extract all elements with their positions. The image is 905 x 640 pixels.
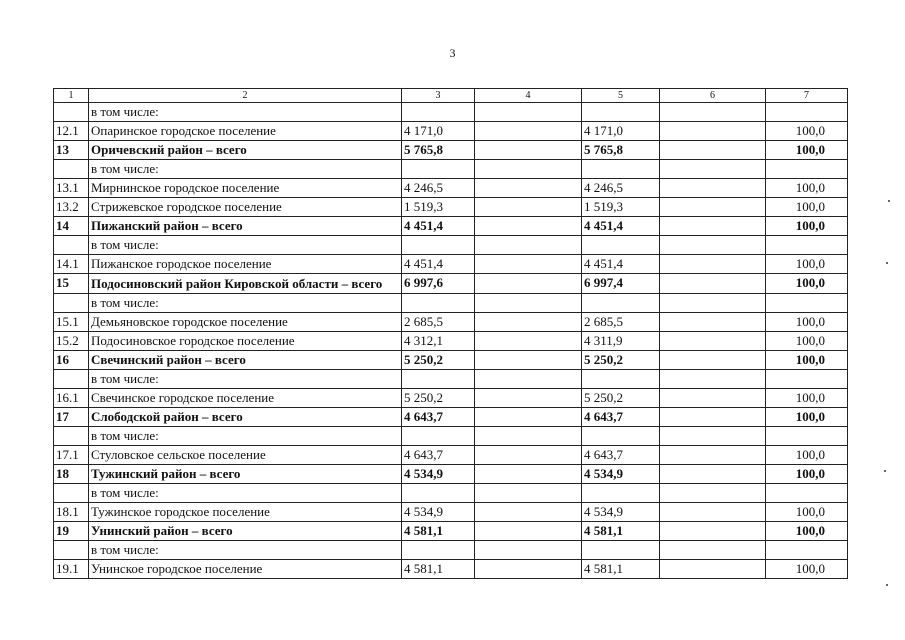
amount-col6-cell [660,255,766,274]
amount-col3-cell: 4 534,9 [402,465,475,484]
amount-col3-cell: 6 997,6 [402,274,475,294]
header-cell: 5 [582,89,660,103]
amount-col6-cell [660,313,766,332]
amount-col5-cell: 6 997,4 [582,274,660,294]
name-cell: в том числе: [89,294,402,313]
amount-col6-cell [660,332,766,351]
amount-col3-cell: 4 171,0 [402,122,475,141]
name-cell: в том числе: [89,236,402,255]
amount-col4-cell [475,389,582,408]
name-cell: Свечинский район – всего [89,351,402,370]
amount-col3-cell: 4 581,1 [402,560,475,579]
table-row [54,484,848,503]
amount-col5-cell [582,370,660,389]
scan-speck [884,470,886,472]
row-number-cell: 19.1 [54,560,89,579]
header-cell: 3 [402,89,475,103]
amount-col6-cell [660,541,766,560]
row-number-cell: 16 [54,351,89,370]
name-cell: Тужинский район – всего [89,465,402,484]
amount-col6-cell [660,484,766,503]
name-cell: Демьяновское городское поселение [89,313,402,332]
name-cell: в том числе: [89,427,402,446]
amount-col6-cell [660,141,766,160]
amount-col6-cell [660,370,766,389]
amount-col5-cell: 4 643,7 [582,408,660,427]
row-number-cell: 16.1 [54,389,89,408]
percent-cell [766,427,848,446]
percent-cell: 100,0 [766,313,848,332]
table-row [54,370,848,389]
amount-col6-cell [660,294,766,313]
amount-col3-cell: 4 643,7 [402,446,475,465]
table-row [54,351,848,370]
amount-col3-cell: 4 246,5 [402,179,475,198]
table-row [54,446,848,465]
percent-cell [766,103,848,122]
amount-col4-cell [475,522,582,541]
amount-col6-cell [660,446,766,465]
amount-col5-cell: 2 685,5 [582,313,660,332]
percent-cell [766,541,848,560]
header-cell: 6 [660,89,766,103]
row-number-cell [54,427,89,446]
name-cell: Опаринское городское поселение [89,122,402,141]
header-cell: 7 [766,89,848,103]
percent-cell: 100,0 [766,446,848,465]
amount-col6-cell [660,217,766,236]
amount-col4-cell [475,160,582,179]
amount-col4-cell [475,351,582,370]
amount-col5-cell: 4 581,1 [582,522,660,541]
table-row [54,389,848,408]
row-number-cell [54,484,89,503]
row-number-cell: 19 [54,522,89,541]
table-row [54,408,848,427]
amount-col5-cell: 4 581,1 [582,560,660,579]
amount-col3-cell [402,370,475,389]
table-row [54,198,848,217]
name-cell: в том числе: [89,103,402,122]
amount-col5-cell [582,236,660,255]
scan-speck [886,262,888,264]
amount-col5-cell [582,103,660,122]
percent-cell [766,484,848,503]
percent-cell: 100,0 [766,179,848,198]
amount-col3-cell [402,484,475,503]
percent-cell: 100,0 [766,141,848,160]
amount-col4-cell [475,274,582,294]
row-number-cell [54,294,89,313]
row-number-cell: 15.2 [54,332,89,351]
header-cell: 4 [475,89,582,103]
amount-col6-cell [660,522,766,541]
name-cell: Унинский район – всего [89,522,402,541]
amount-col5-cell [582,160,660,179]
amount-col6-cell [660,389,766,408]
amount-col6-cell [660,179,766,198]
amount-col3-cell: 5 250,2 [402,389,475,408]
amount-col3-cell: 4 643,7 [402,408,475,427]
header-cell: 1 [54,89,89,103]
name-cell: в том числе: [89,160,402,179]
page-number: 3 [449,46,456,60]
amount-col4-cell [475,255,582,274]
amount-col4-cell [475,217,582,236]
name-cell: Стрижевское городское поселение [89,198,402,217]
header-cell: 2 [89,89,402,103]
amount-col6-cell [660,351,766,370]
percent-cell: 100,0 [766,332,848,351]
amount-col3-cell: 2 685,5 [402,313,475,332]
row-number-cell: 15 [54,274,89,294]
amount-col3-cell [402,236,475,255]
name-cell: Унинское городское поселение [89,560,402,579]
row-number-cell [54,103,89,122]
amount-col6-cell [660,465,766,484]
amount-col5-cell [582,294,660,313]
table-row [54,122,848,141]
percent-cell [766,370,848,389]
table-row [54,465,848,484]
table-row [54,560,848,579]
amount-col4-cell [475,484,582,503]
name-cell: Тужинское городское поселение [89,503,402,522]
row-number-cell: 18.1 [54,503,89,522]
table-row [54,332,848,351]
table-row [54,427,848,446]
table-row [54,103,848,122]
amount-col3-cell [402,160,475,179]
percent-cell: 100,0 [766,465,848,484]
table-row [54,294,848,313]
amount-col5-cell: 5 250,2 [582,389,660,408]
table-row [54,541,848,560]
amount-col6-cell [660,236,766,255]
amount-col4-cell [475,446,582,465]
amount-col3-cell [402,427,475,446]
percent-cell: 100,0 [766,198,848,217]
table-header-row [54,89,848,103]
row-number-cell: 15.1 [54,313,89,332]
amount-col5-cell: 5 250,2 [582,351,660,370]
row-number-cell [54,236,89,255]
name-cell: Свечинское городское поселение [89,389,402,408]
amount-col5-cell: 4 246,5 [582,179,660,198]
percent-cell: 100,0 [766,122,848,141]
table-row [54,179,848,198]
row-number-cell: 17 [54,408,89,427]
table-row [54,255,848,274]
amount-col5-cell: 5 765,8 [582,141,660,160]
amount-col3-cell: 4 581,1 [402,522,475,541]
percent-cell: 100,0 [766,389,848,408]
amount-col6-cell [660,274,766,294]
name-cell: Подосиновское городское поселение [89,332,402,351]
row-number-cell: 18 [54,465,89,484]
amount-col5-cell [582,484,660,503]
amount-col3-cell [402,294,475,313]
name-cell: Мирнинское городское поселение [89,179,402,198]
amount-col6-cell [660,160,766,179]
amount-col6-cell [660,122,766,141]
amount-col4-cell [475,332,582,351]
amount-col3-cell: 5 250,2 [402,351,475,370]
amount-col6-cell [660,408,766,427]
table-row [54,503,848,522]
amount-col5-cell: 4 534,9 [582,465,660,484]
percent-cell: 100,0 [766,503,848,522]
amount-col6-cell [660,103,766,122]
name-cell: в том числе: [89,484,402,503]
amount-col4-cell [475,103,582,122]
amount-col4-cell [475,427,582,446]
amount-col3-cell: 1 519,3 [402,198,475,217]
amount-col3-cell [402,103,475,122]
amount-col5-cell: 1 519,3 [582,198,660,217]
budget-table [53,88,848,579]
percent-cell [766,294,848,313]
name-cell: Пижанский район – всего [89,217,402,236]
amount-col4-cell [475,370,582,389]
percent-cell: 100,0 [766,351,848,370]
row-number-cell: 14 [54,217,89,236]
table-row [54,217,848,236]
row-number-cell [54,370,89,389]
row-number-cell: 17.1 [54,446,89,465]
amount-col4-cell [475,294,582,313]
amount-col5-cell: 4 311,9 [582,332,660,351]
amount-col4-cell [475,198,582,217]
row-number-cell: 13.1 [54,179,89,198]
row-number-cell: 13.2 [54,198,89,217]
row-number-cell [54,541,89,560]
amount-col6-cell [660,427,766,446]
table-row [54,236,848,255]
table-row [54,522,848,541]
amount-col3-cell: 4 534,9 [402,503,475,522]
amount-col6-cell [660,503,766,522]
amount-col4-cell [475,122,582,141]
amount-col4-cell [475,560,582,579]
name-cell: Стуловское сельское поселение [89,446,402,465]
amount-col3-cell: 4 312,1 [402,332,475,351]
row-number-cell [54,160,89,179]
amount-col4-cell [475,141,582,160]
table-row [54,160,848,179]
name-cell: Пижанское городское поселение [89,255,402,274]
percent-cell [766,160,848,179]
percent-cell: 100,0 [766,274,848,294]
amount-col3-cell: 4 451,4 [402,255,475,274]
amount-col3-cell: 4 451,4 [402,217,475,236]
table-row [54,313,848,332]
amount-col5-cell: 4 534,9 [582,503,660,522]
percent-cell [766,236,848,255]
name-cell: в том числе: [89,370,402,389]
amount-col5-cell [582,427,660,446]
amount-col4-cell [475,408,582,427]
row-number-cell: 13 [54,141,89,160]
percent-cell: 100,0 [766,408,848,427]
row-number-cell: 14.1 [54,255,89,274]
amount-col5-cell: 4 643,7 [582,446,660,465]
name-cell: в том числе: [89,541,402,560]
name-cell: Оричевский район – всего [89,141,402,160]
name-cell: Подосиновский район Кировской области – всего [89,274,402,294]
amount-col5-cell: 4 171,0 [582,122,660,141]
amount-col4-cell [475,465,582,484]
amount-col5-cell [582,541,660,560]
percent-cell: 100,0 [766,560,848,579]
scan-speck [886,584,888,586]
amount-col6-cell [660,560,766,579]
amount-col4-cell [475,313,582,332]
amount-col5-cell: 4 451,4 [582,217,660,236]
amount-col4-cell [475,236,582,255]
scan-speck [888,200,890,202]
amount-col6-cell [660,198,766,217]
amount-col4-cell [475,541,582,560]
table-row [54,274,848,294]
amount-col4-cell [475,179,582,198]
amount-col3-cell [402,541,475,560]
row-number-cell: 12.1 [54,122,89,141]
percent-cell: 100,0 [766,217,848,236]
percent-cell: 100,0 [766,522,848,541]
name-cell: Слободской район – всего [89,408,402,427]
amount-col5-cell: 4 451,4 [582,255,660,274]
table-row [54,141,848,160]
amount-col3-cell: 5 765,8 [402,141,475,160]
percent-cell: 100,0 [766,255,848,274]
amount-col4-cell [475,503,582,522]
